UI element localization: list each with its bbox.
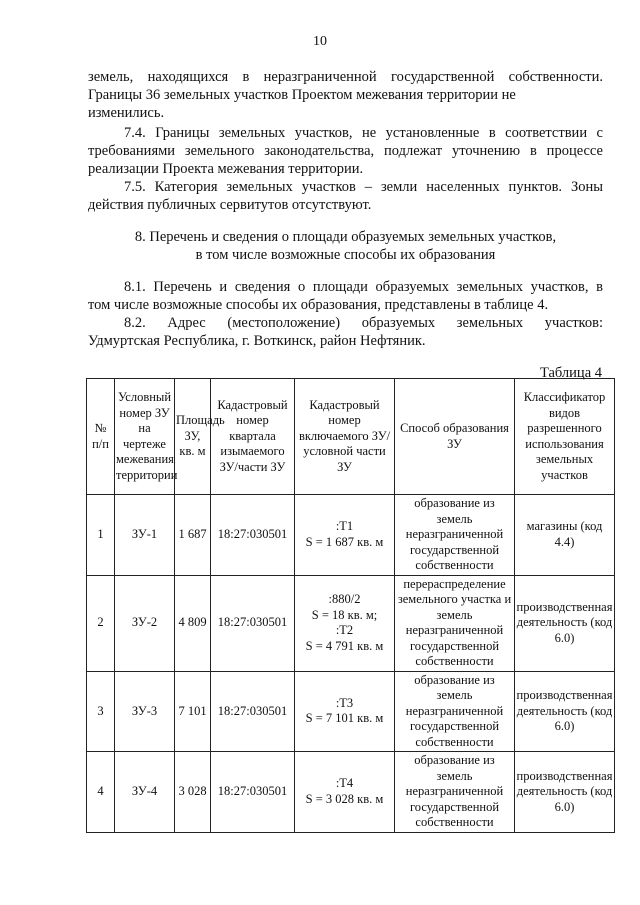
cell-zu: ЗУ-1: [115, 495, 175, 576]
table-row: [87, 575, 615, 671]
table-row: [87, 752, 615, 833]
page-number: 10: [313, 34, 327, 49]
included-part: S = 3 028 кв. м: [305, 791, 384, 806]
cell-classifier: производственная деятельность (код 6.0): [515, 575, 615, 671]
included-part: S = 7 101 кв. м: [305, 711, 384, 726]
cell-area: 1 687: [175, 495, 211, 576]
header-included-cadastral: Кадастровый номер включаемого ЗУ/условной части ЗУ: [295, 379, 395, 495]
text-line: реализации Проекта межевания территории.: [88, 161, 364, 177]
paragraph-8-1: [88, 278, 603, 314]
text-line: земель, находящихся в неразграниченной государственной собственности.: [88, 69, 603, 85]
paragraph-7-5: [88, 178, 603, 214]
included-part: S = 1 687 кв. м: [305, 534, 384, 549]
text-line: 8.2. Адрес (местоположение) образуемых земельных участков:: [124, 315, 603, 331]
header-number: № п/п: [87, 379, 115, 495]
text-line: Границы 36 земельных участков Проектом межевания территории не: [88, 87, 516, 103]
text-line: Удмуртская Республика, г. Воткинск, район Нефтяник.: [88, 333, 426, 349]
text-line: изменились.: [88, 105, 165, 121]
included-part: :880/2: [328, 592, 361, 606]
header-quarter-cadastral: Кадастровый номер квартала изымаемого ЗУ/части ЗУ: [211, 379, 295, 495]
text-line: 8.1. Перечень и сведения о площади образуемых земельных участков, в: [124, 279, 603, 295]
included-part: :Т4: [335, 776, 354, 791]
table-header-row: [87, 379, 615, 495]
header-classifier: Классификатор видов разрешенного использования земельных участков: [515, 379, 615, 495]
cell-classifier: производственная деятельность (код 6.0): [515, 752, 615, 833]
cell-quarter: 18:27:030501: [211, 495, 295, 576]
cell-number: 1: [87, 495, 115, 576]
cell-area: 3 028: [175, 752, 211, 833]
included-part: :Т1: [335, 519, 354, 534]
cell-quarter: 18:27:030501: [211, 671, 295, 752]
table-row: [87, 495, 615, 576]
cell-zu: ЗУ-3: [115, 671, 175, 752]
heading-line: в том числе возможные способы их образования: [195, 247, 496, 263]
heading-line: 8. Перечень и сведения о площади образуемых земельных участков,: [134, 229, 557, 245]
cell-method: перераспределение земельного участка и земель неразграниченной государственной собственности: [395, 575, 515, 671]
cell-quarter: 18:27:030501: [211, 575, 295, 671]
included-part: S = 18 кв. м;: [311, 607, 378, 622]
paragraph-8-2: [88, 314, 603, 350]
land-plots-table: [86, 378, 615, 833]
cell-method: образование из земель неразграниченной государственной собственности: [395, 752, 515, 833]
cell-included: [295, 575, 395, 671]
section-heading: [88, 228, 603, 264]
paragraph-continuation: [88, 68, 603, 122]
cell-included: [295, 495, 395, 576]
text-line: том числе возможные способы их образования, представлены в таблице 4.: [88, 297, 549, 313]
cell-area: 7 101: [175, 671, 211, 752]
header-area: Площадь ЗУ, кв. м: [175, 379, 211, 495]
cell-area: 4 809: [175, 575, 211, 671]
cell-method: образование из земель неразграниченной государственной собственности: [395, 495, 515, 576]
included-part: S = 4 791 кв. м: [305, 638, 384, 653]
paragraph-7-4: [88, 124, 603, 178]
table-row: [87, 671, 615, 752]
cell-number: 2: [87, 575, 115, 671]
cell-zu: ЗУ-4: [115, 752, 175, 833]
text-line: действия публичных сервитутов отсутствуют.: [88, 197, 372, 213]
cell-number: 4: [87, 752, 115, 833]
header-formation-method: Способ образования ЗУ: [395, 379, 515, 495]
text-line: требованиями земельного законодательства, подлежат уточнению в процессе: [88, 143, 603, 159]
table-caption: Таблица 4: [539, 365, 602, 381]
cell-included: [295, 752, 395, 833]
included-part: :Т3: [335, 695, 354, 710]
cell-classifier: магазины (код 4.4): [515, 495, 615, 576]
cell-number: 3: [87, 671, 115, 752]
cell-zu: ЗУ-2: [115, 575, 175, 671]
cell-method: образование из земель неразграниченной государственной собственности: [395, 671, 515, 752]
cell-classifier: производственная деятельность (код 6.0): [515, 671, 615, 752]
cell-quarter: 18:27:030501: [211, 752, 295, 833]
text-line: 7.5. Категория земельных участков – земли населенных пунктов. Зоны: [124, 179, 603, 195]
included-part: :Т2: [335, 623, 354, 637]
text-line: 7.4. Границы земельных участков, не установленные в соответствии с: [124, 125, 603, 141]
cell-included: [295, 671, 395, 752]
header-conditional-number: Условный номер ЗУ на чертеже межевания территории: [115, 379, 175, 495]
